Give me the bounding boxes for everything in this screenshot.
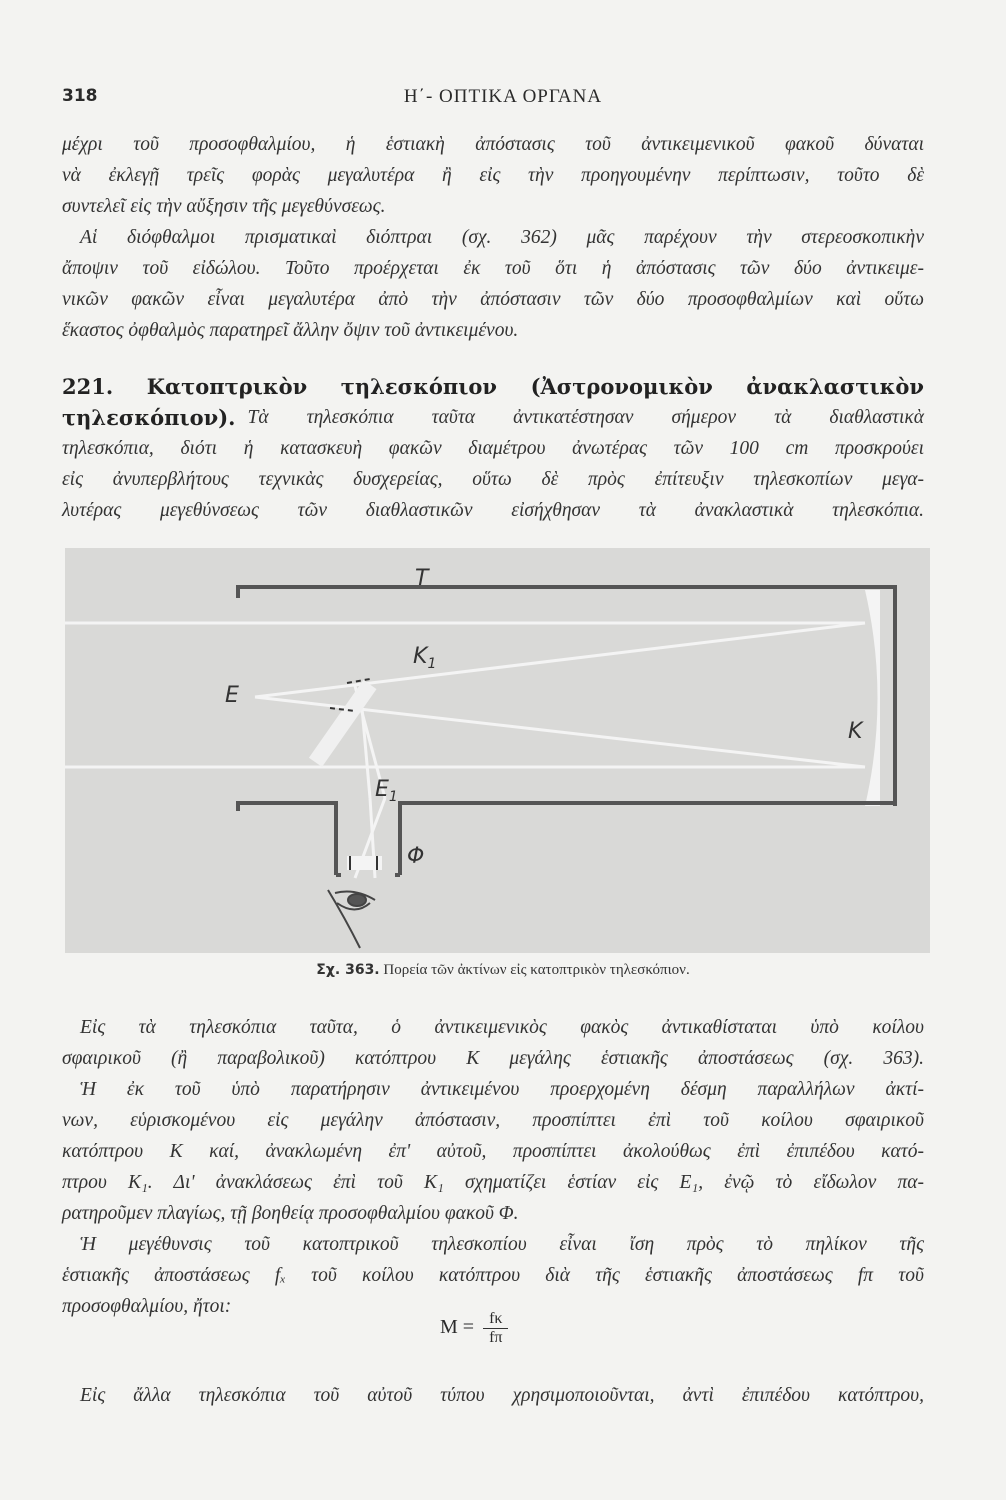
text-line: Τὰ τηλεσκόπια ταῦτα ἀντικατέστησαν σήμερον τὰ διαθλαστικὰ xyxy=(247,407,924,428)
label-Phi: Φ xyxy=(407,844,425,869)
text-line: Εἰς ἄλλα τηλεσκόπια τοῦ αὐτοῦ τύπου χρησιμοποιοῦνται, ἀντὶ ἐπιπέδου κατόπτρου, xyxy=(80,1385,924,1406)
magnification-formula xyxy=(440,1310,508,1347)
text-line: μέχρι τοῦ προσοφθαλμίου, ἡ ἑστιακὴ ἀπόστασις τοῦ ἀντικειμενικοῦ φακοῦ δύναται xyxy=(62,134,924,155)
text-line: νικῶν φακῶν εἶναι μεγαλυτέρα ἀπὸ τὴν ἀπόστασιν τῶν δύο προσοφθαλμίων καὶ οὕτω xyxy=(62,289,924,310)
text-line: Εἰς τὰ τηλεσκόπια ταῦτα, ὁ ἀντικειμενικὸς φακὸς ἀντικαθίσταται ὑπὸ κοίλου xyxy=(80,1017,924,1038)
text-line: κατόπτρου Κ καί, ἀνακλωμένη ἐπ' αὐτοῦ, προσπίπτει ἀκολούθως ἐπὶ ἐπιπέδου κατό- xyxy=(62,1141,924,1162)
figure-caption xyxy=(0,962,1006,979)
concave-mirror-K xyxy=(865,590,880,806)
formula-numerator: fκ xyxy=(483,1310,508,1329)
text-line: νὰ ἐκλεγῇ τρεῖς φορὰς μεγαλυτέρα ἢ εἰς τὴν προηγουμένην περίπτωσιν, τοῦτο δὲ xyxy=(62,165,924,186)
text-line: ἑστιακῆς ἀποστάσεως fₓ τοῦ κοίλου κατόπτρου διὰ τῆς ἑστιακῆς ἀποστάσεως fπ τοῦ xyxy=(62,1265,924,1286)
label-T: T xyxy=(415,566,429,591)
paragraph-1 xyxy=(62,129,924,346)
text-line: σφαιρικοῦ (ἢ παραβολικοῦ) κατόπτρου Κ μεγάλης ἑστιακῆς ἀποστάσεως (σχ. 363). xyxy=(62,1048,924,1069)
text-line: Ἡ ἐκ τοῦ ὑπὸ παρατήρησιν ἀντικειμένου προερχομένη δέσμη παραλλήλων ἀκτί- xyxy=(80,1079,924,1100)
text-line: νων, εὑρισκομένου εἰς μεγάλην ἀπόστασιν, προσπίπτει ἐπὶ τοῦ κοίλου σφαιρικοῦ xyxy=(62,1110,924,1131)
label-E: E xyxy=(225,683,239,708)
paragraph-3 xyxy=(62,1012,924,1322)
formula-lhs: M = xyxy=(440,1316,475,1339)
text-line: λυτέρας μεγεθύνσεως τῶν διαθλαστικῶν εἰσήχθησαν τὰ ἀνακλαστικὰ τηλεσκόπια. xyxy=(62,500,924,521)
text-line: συντελεῖ εἰς τὴν αὔξησιν τῆς μεγεθύνσεως. xyxy=(62,196,386,217)
section-221 xyxy=(62,371,924,526)
text-line: Ἡ μεγέθυνσις τοῦ κατοπτρικοῦ τηλεσκοπίου εἶναι ἴση πρὸς τὸ πηλίκον τῆς xyxy=(80,1234,924,1255)
text-line: Αἱ διόφθαλμοι πρισματικαὶ διόπτραι (σχ. 362) μᾶς παρέχουν τὴν στερεοσκοπικὴν xyxy=(80,227,924,248)
label-E1: $E_1$ xyxy=(375,777,398,805)
paragraph-6 xyxy=(62,1380,924,1411)
caption-number: Σχ. 363. xyxy=(316,962,380,978)
formula-denominator: fπ xyxy=(489,1329,503,1346)
text-line: ἄποψιν τοῦ εἰδώλου. Τοῦτο προέρχεται ἐκ τοῦ ὅτι ἡ ἀπόστασις τῶν δύο ἀντικειμε- xyxy=(62,258,924,279)
text-line: προσοφθαλμίου, ἤτοι: xyxy=(62,1296,232,1317)
text-line: τηλεσκόπια, διότι ἡ κατασκευὴ φακῶν διαμέτρου ἀνωτέρας τῶν 100 cm προσκρούει xyxy=(62,438,924,459)
label-K: K xyxy=(848,719,863,744)
eye-icon xyxy=(328,890,375,948)
text-line: πτρου Κ₁. Δι' ἀνακλάσεως ἐπὶ τοῦ Κ₁ σχηματίζει ἑστίαν εἰς Ε₁, ἐνῷ τὸ εἴδωλον πα- xyxy=(62,1172,924,1193)
text-line: εἰς ἀνυπερβλήτους τεχνικὰς δυσχερείας, οὕτω δὲ πρὸς ἐπίτευξιν τηλεσκοπίων μεγα- xyxy=(62,469,924,490)
section-heading: 221. Κατοπτρικὸν τηλεσκόπιον (Ἀστρονομικὸν ἀνακλαστικὸν xyxy=(62,374,924,399)
caption-text: Πορεία τῶν ἀκτίνων εἰς κατοπτρικὸν τηλεσκόπιον. xyxy=(383,962,690,978)
page-number: 318 xyxy=(62,86,98,106)
label-K1: $K_1$ xyxy=(413,644,437,672)
figure-telescope-diagram xyxy=(65,548,930,953)
light-rays xyxy=(65,623,865,878)
text-line: ρατηροῦμεν πλαγίως, τῇ βοηθείᾳ προσοφθαλμίου φακοῦ Φ. xyxy=(62,1203,519,1224)
running-header: Η΄- ΟΠΤΙΚΑ ΟΡΓΑΝΑ xyxy=(403,86,603,107)
text-line: ἕκαστος ὀφθαλμὸς παρατηρεῖ ἄλλην ὄψιν τοῦ ἀντικειμένου. xyxy=(62,320,519,341)
section-heading-cont: τηλεσκόπιον). xyxy=(62,405,236,430)
